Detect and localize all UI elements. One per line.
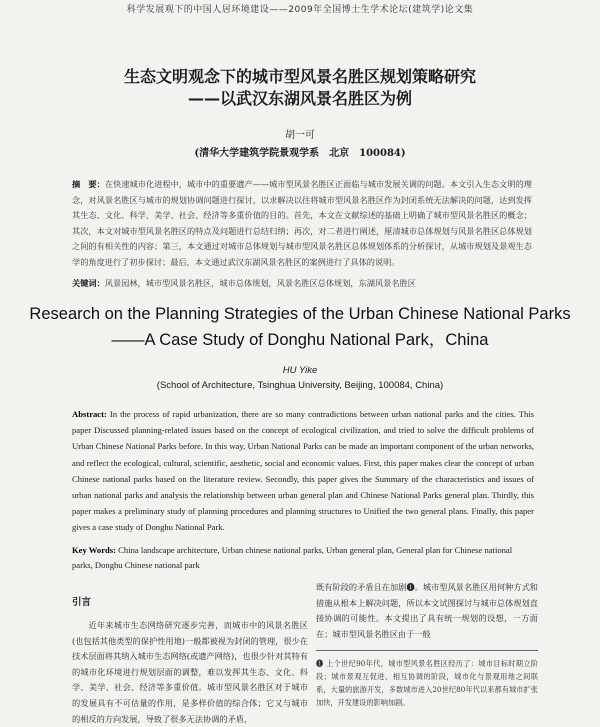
english-author: HU Yike xyxy=(282,365,318,376)
chinese-abstract-text: 在快速城市化进程中，城市中的重要遗产——城市型风景名胜区正面临与城市发展关调的问题。本文引入生态文明的理念，对风景名胜区与城市的规划协调问题进行探讨，以求解决以往将城市型风景名胜区作为封闭系统无法解决的问题，达到发挥其生态、文化、科学、美学、社会、经济等多重价值的目的。首先，本文在文献综述的基础上明确了城市型风景名胜区的概念；其次，本文对城市型风景名胜区的特点及问题进行总结归纳；再次，对二者进行阐述，厘清城市总体规划与风景名胜区总体规划之间的有相关性的内容；第三，本文通过对城市总体规划与城市型风景名胜区总体规划体系的分析探讨，从城市规划及景观生态学的角度进行了初步探讨；最后，本文通过武汉东湖风景名胜区的案例进行了具体的说明。 xyxy=(72,179,532,267)
right-column-paragraph: 既有阶段的矛盾且在加剧❶。城市型风景名胜区用何种方式和措施从根本上解决问题，所以本文试图探讨与城市总体规划直接协调的可能性。本文提出了具有统一规划的设想，一方面在；城市型风景名胜区由于一般 xyxy=(316,582,538,639)
english-keywords-text: China landscape architecture, Urban chinese national parks, Urban general plan, General plan for Chinese national parks, Donghu Chinese national park xyxy=(72,545,513,570)
english-abstract-text: In the process of rapid urbanization, there are so many contradictions between urban national parks and the cities. This paper Discussed planning-related issues based on the concept of ecological civilization, and tried to solve the difficult problems of Urban Chinese National Parks before. In this way, Urban National Parks can be made an important component of the urban networks, and reflect the ecological, cultural, scientific, aesthetic, social and economic values. First, this paper makes clear the concept of urban Chinese national parks based on the literature review. Secondly, this paper gives the Summary of the characteristics and issues of urban national parks and analysis the relationship between urban general plan and Chinese National Parks general plan. Thirdly, this paper makes a preliminary study of planning procedures and planning structures to Unified the two general plans. Finally, this paper gives a case study of Donghu National Park. xyxy=(72,409,534,533)
left-column-paragraph: 近年来城市生态网络研究逐步完善，而城市中的风景名胜区(也包括其他类型的保护性用地)一般都被视为封闭的管理，很少在技术层面将其纳入城市生态网络(或遗产网络)，也很少针对其特有的城市化环境进行规划层面的调整，难以发挥其生态、文化、科学、美学、社会、经济等多重价值。城市型风景名胜区对于城市的发展具有不可估量的作用，是多样价值的综合体；它又与城市的相反的方向发展，导致了很多无法协调的矛盾， xyxy=(72,620,308,724)
english-keywords xyxy=(72,543,534,573)
chinese-keywords-label: 关键词： xyxy=(72,278,105,288)
section-heading-introduction: 引言 xyxy=(72,597,92,608)
footnote-divider xyxy=(316,650,538,651)
footnote: ❶ 上个世纪90年代，城市型风景名胜区经历了：城市目标时期立阶段；城市景观互促进、相互协调的阶段，城市化与景观用地之间联系，大量的旅游开发，多数城市进入20世纪80年代以来都有城市扩张加快，开发建设的影响加剧。 xyxy=(316,659,538,708)
chinese-keywords xyxy=(72,276,532,290)
english-title-line-1: Research on the Planning Strategies of the Urban Chinese National Parks xyxy=(29,305,571,323)
chinese-affiliation: (清华大学建筑学院景观学系 北京 100084) xyxy=(194,148,406,159)
english-title xyxy=(0,301,600,353)
chinese-keywords-text: 风景园林，城市型风景名胜区，城市总体规划，风景名胜区总体规划，东湖风景名胜区 xyxy=(104,278,416,288)
chinese-abstract-label: 摘 要： xyxy=(72,179,105,189)
chinese-author: 胡一可 xyxy=(285,130,315,141)
chinese-title-line-2: ——以武汉东湖风景名胜区为例 xyxy=(187,89,412,108)
english-affiliation: (School of Architecture, Tsinghua University, Beijing, 100084, China) xyxy=(156,380,444,391)
chinese-title xyxy=(0,66,600,110)
running-head: 科学发展观下的中国人居环境建设——2009年全国博士生学术论坛(建筑学)论文集 xyxy=(126,5,474,15)
english-abstract xyxy=(72,406,534,536)
chinese-abstract xyxy=(72,177,532,271)
english-title-line-2: ——A Case Study of Donghu National Park，China xyxy=(111,331,489,349)
right-column xyxy=(316,580,538,709)
english-keywords-label: Key Words: xyxy=(72,545,117,555)
chinese-title-line-1: 生态文明观念下的城市型风景名胜区规划策略研究 xyxy=(123,67,476,86)
english-abstract-label: Abstract: xyxy=(72,409,107,419)
left-column xyxy=(72,594,308,727)
